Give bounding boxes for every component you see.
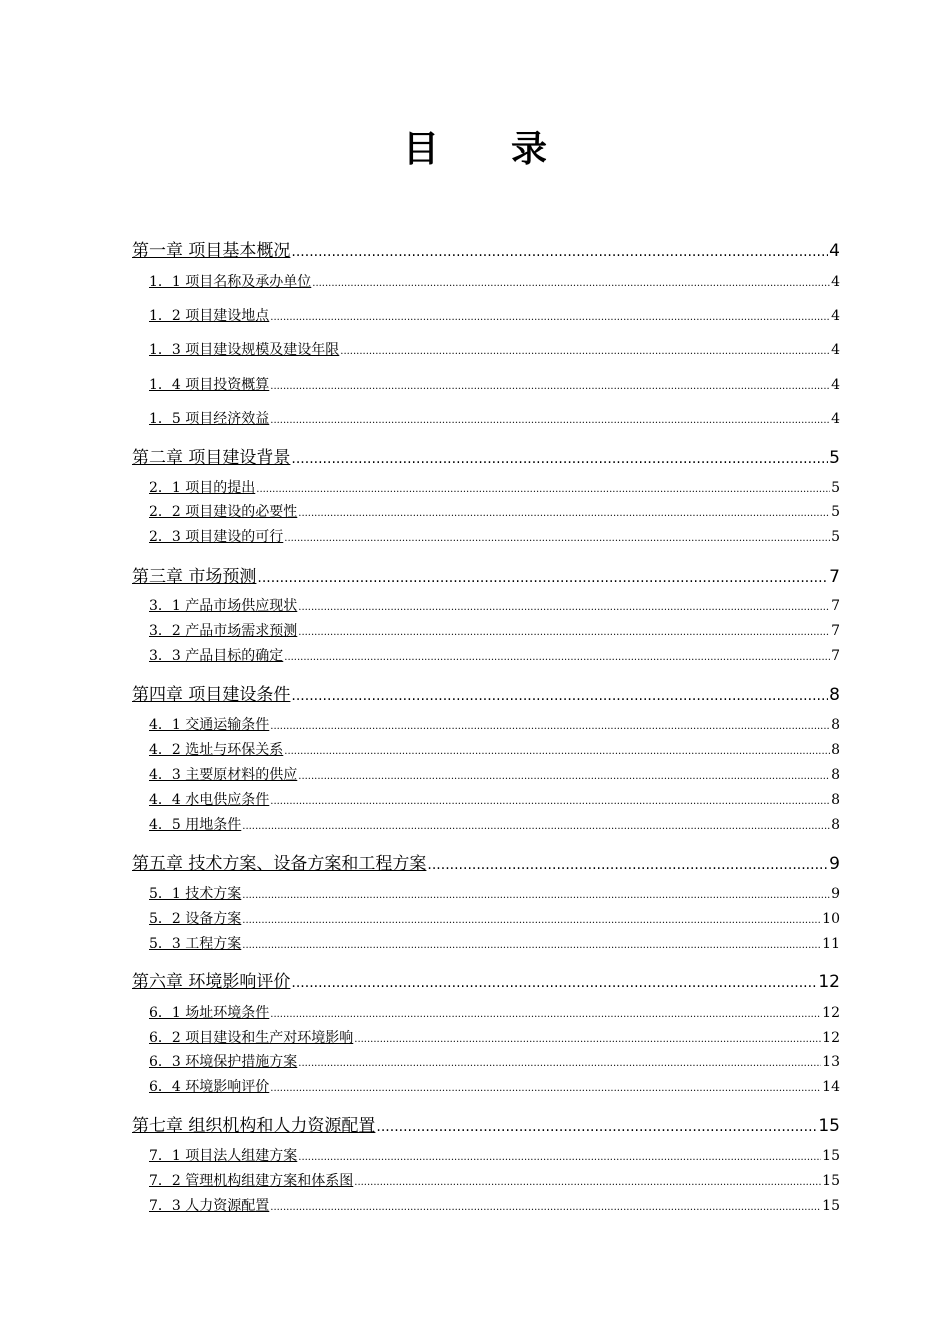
toc-page-number: 5 (831, 504, 840, 520)
toc-page-number: 4 (829, 241, 840, 261)
toc-section-entry[interactable] (149, 374, 840, 394)
toc-page-number: 12 (818, 972, 840, 992)
toc-section-entry[interactable] (149, 739, 840, 759)
toc-entry-label[interactable]: 4．2 选址与环保关系 (149, 742, 284, 758)
toc-section-entry[interactable] (149, 933, 840, 953)
toc-section-entry[interactable] (149, 1195, 840, 1215)
toc-page-number: 5 (831, 529, 840, 545)
toc-page-number: 8 (831, 717, 840, 733)
toc-page-number: 11 (822, 936, 840, 952)
toc-entry-label[interactable]: 3．1 产品市场供应现状 (149, 598, 298, 614)
toc-entry-label[interactable]: 5．2 设备方案 (149, 911, 242, 927)
toc-section-entry[interactable] (149, 1145, 840, 1165)
toc-section-entry[interactable] (149, 645, 840, 665)
toc-dot-leader (291, 688, 828, 704)
toc-chapter-entry[interactable] (132, 443, 840, 468)
toc-section-entry[interactable] (149, 1076, 840, 1096)
toc-entry-label[interactable]: 第七章 组织机构和人力资源配置 (132, 1116, 376, 1136)
toc-dot-leader (270, 1009, 821, 1020)
page-title (0, 128, 950, 172)
toc-dot-leader (242, 821, 830, 832)
toc-dot-leader (427, 857, 828, 873)
toc-dot-leader (257, 570, 828, 586)
toc-dot-leader (298, 1058, 821, 1069)
toc-dot-leader (284, 746, 830, 757)
toc-chapter-entry[interactable] (132, 1111, 840, 1136)
toc-entry-label[interactable]: 7．3 人力资源配置 (149, 1198, 270, 1214)
toc-dot-leader (242, 940, 821, 951)
toc-section-entry[interactable] (149, 305, 840, 325)
toc-page-number: 9 (831, 886, 840, 902)
toc-page-number: 4 (831, 377, 840, 393)
toc-page-number: 8 (831, 742, 840, 758)
toc-page-number: 4 (831, 274, 840, 290)
toc-entry-label[interactable]: 1．3 项目建设规模及建设年限 (149, 342, 340, 358)
toc-entry-label[interactable]: 3．2 产品市场需求预测 (149, 623, 298, 639)
toc-entry-label[interactable]: 6．2 项目建设和生产对环境影响 (149, 1030, 354, 1046)
toc-entry-label[interactable]: 7．1 项目法人组建方案 (149, 1148, 298, 1164)
toc-dot-leader (291, 451, 828, 467)
toc-section-entry[interactable] (149, 620, 840, 640)
toc-chapter-entry[interactable] (132, 849, 840, 874)
toc-entry-label[interactable]: 1．1 项目名称及承办单位 (149, 274, 312, 290)
toc-chapter-entry[interactable] (132, 236, 840, 261)
toc-section-entry[interactable] (149, 883, 840, 903)
toc-page-number: 8 (829, 685, 840, 705)
toc-entry-label[interactable]: 4．1 交通运输条件 (149, 717, 270, 733)
toc-chapter-entry[interactable] (132, 967, 840, 992)
toc-section-entry[interactable] (149, 1027, 840, 1047)
toc-entry-label[interactable]: 第二章 项目建设背景 (132, 448, 291, 468)
toc-section-entry[interactable] (149, 789, 840, 809)
toc-page-number: 10 (822, 911, 840, 927)
toc-entry-label[interactable]: 第三章 市场预测 (132, 567, 257, 587)
toc-page-number: 8 (831, 792, 840, 808)
toc-page-number: 15 (818, 1116, 840, 1136)
toc-dot-leader (270, 312, 830, 323)
toc-entry-label[interactable]: 第五章 技术方案、设备方案和工程方案 (132, 854, 427, 874)
toc-entry-label[interactable]: 第四章 项目建设条件 (132, 685, 291, 705)
toc-dot-leader (242, 915, 821, 926)
toc-entry-label[interactable]: 第一章 项目基本概况 (132, 241, 291, 261)
toc-section-entry[interactable] (149, 501, 840, 521)
toc-dot-leader (354, 1034, 821, 1045)
toc-entry-label[interactable]: 4．3 主要原材料的供应 (149, 767, 298, 783)
toc-page-number: 4 (831, 308, 840, 324)
toc-section-entry[interactable] (149, 814, 840, 834)
toc-section-entry[interactable] (149, 339, 840, 359)
toc-dot-leader (256, 484, 830, 495)
toc-entry-label[interactable]: 6．4 环境影响评价 (149, 1079, 270, 1095)
toc-entry-label[interactable]: 6．3 环境保护措施方案 (149, 1054, 298, 1070)
toc-entry-label[interactable]: 6．1 场址环境条件 (149, 1005, 270, 1021)
toc-dot-leader (298, 1152, 821, 1163)
toc-section-entry[interactable] (149, 526, 840, 546)
toc-entry-label[interactable]: 1．4 项目投资概算 (149, 377, 270, 393)
toc-dot-leader (284, 533, 830, 544)
toc-page-number: 9 (829, 854, 840, 874)
toc-page-number: 15 (822, 1148, 840, 1164)
toc-dot-leader (312, 278, 830, 289)
toc-dot-leader (298, 627, 830, 638)
toc-section-entry[interactable] (149, 477, 840, 497)
toc-page-number: 14 (822, 1079, 840, 1095)
toc-page-number: 7 (831, 648, 840, 664)
toc-dot-leader (340, 346, 830, 357)
toc-dot-leader (270, 796, 830, 807)
toc-entry-label[interactable]: 2．3 项目建设的可行 (149, 529, 284, 545)
toc-dot-leader (298, 602, 830, 613)
toc-dot-leader (270, 415, 830, 426)
toc-entry-label[interactable]: 1．5 项目经济效益 (149, 411, 270, 427)
toc-dot-leader (354, 1177, 821, 1188)
toc-entry-label[interactable]: 5．3 工程方案 (149, 936, 242, 952)
toc-dot-leader (242, 890, 830, 901)
toc-dot-leader (284, 652, 830, 663)
toc-section-entry[interactable] (149, 908, 840, 928)
toc-section-entry[interactable] (149, 1002, 840, 1022)
toc-section-entry[interactable] (149, 714, 840, 734)
toc-page-number: 7 (829, 567, 840, 587)
toc-dot-leader (376, 1119, 817, 1135)
toc-entry-label[interactable]: 2．1 项目的提出 (149, 480, 256, 496)
toc-section-entry[interactable] (149, 1170, 840, 1190)
toc-dot-leader (291, 975, 817, 991)
toc-page-number: 4 (831, 411, 840, 427)
toc-dot-leader (270, 1083, 821, 1094)
title-char-1: 目 (402, 129, 439, 170)
toc-page-number: 7 (831, 623, 840, 639)
toc-entry-label[interactable]: 4．5 用地条件 (149, 817, 242, 833)
toc-entry-label[interactable]: 1．2 项目建设地点 (149, 308, 270, 324)
toc-page-number: 4 (831, 342, 840, 358)
toc-page-number: 15 (822, 1198, 840, 1214)
toc-entry-label[interactable]: 3．3 产品目标的确定 (149, 648, 284, 664)
toc-section-entry[interactable] (149, 1051, 840, 1071)
toc-entry-label[interactable]: 第六章 环境影响评价 (132, 972, 291, 992)
toc-dot-leader (270, 1202, 821, 1213)
toc-section-entry[interactable] (149, 764, 840, 784)
toc-entry-label[interactable]: 2．2 项目建设的必要性 (149, 504, 298, 520)
toc-entry-label[interactable]: 7．2 管理机构组建方案和体系图 (149, 1173, 354, 1189)
toc-page-number: 8 (831, 767, 840, 783)
toc-dot-leader (291, 244, 828, 260)
toc-page-number: 5 (829, 448, 840, 468)
toc-dot-leader (270, 721, 830, 732)
toc-page-number: 12 (822, 1005, 840, 1021)
toc-page-number: 15 (822, 1173, 840, 1189)
toc-section-entry[interactable] (149, 408, 840, 428)
toc-chapter-entry[interactable] (132, 562, 840, 587)
toc-page-number: 12 (822, 1030, 840, 1046)
toc-section-entry[interactable] (149, 595, 840, 615)
title-char-2: 录 (511, 129, 548, 170)
toc-dot-leader (270, 381, 830, 392)
toc-section-entry[interactable] (149, 271, 840, 291)
toc-page-number: 5 (831, 480, 840, 496)
toc-chapter-entry[interactable] (132, 680, 840, 705)
toc-dot-leader (298, 508, 830, 519)
toc-entry-label[interactable]: 5．1 技术方案 (149, 886, 242, 902)
toc-page-number: 7 (831, 598, 840, 614)
toc-page-number: 13 (822, 1054, 840, 1070)
toc-entry-label[interactable]: 4．4 水电供应条件 (149, 792, 270, 808)
toc-dot-leader (298, 771, 830, 782)
toc-page-number: 8 (831, 817, 840, 833)
